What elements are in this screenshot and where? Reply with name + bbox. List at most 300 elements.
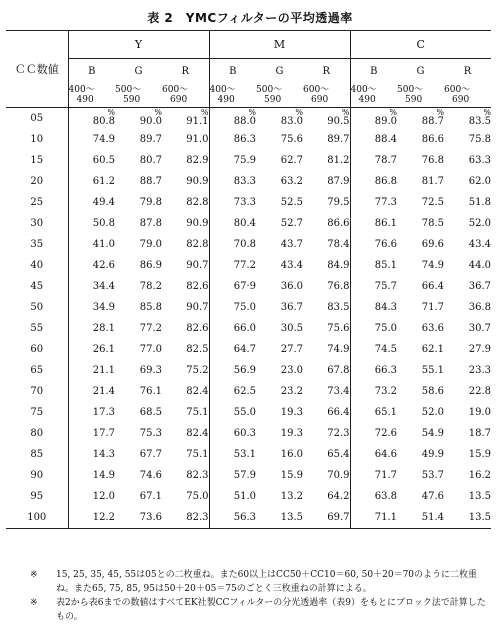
cc-value: 50 [30,302,44,313]
transmittance-cell [115,444,162,465]
transmittance-cell [350,339,397,360]
cell-value: 81.7 [421,176,444,187]
transmittance-cell [444,339,491,360]
transmittance-cell [350,150,397,171]
transmittance-cell [209,339,256,360]
cell-value: 69.3 [139,365,162,376]
transmittance-cell [68,381,115,402]
transmittance-cell [350,507,397,529]
transmittance-cell [303,507,350,529]
wavelength-range: 400～ 490 [209,83,256,108]
cell-value: 27.7 [280,344,303,355]
transmittance-cell [397,360,444,381]
percent-unit: % [248,107,256,117]
cell-value: 91.0 [186,134,209,145]
transmittance-cell [209,402,256,423]
cell-value: 21.1 [92,365,115,376]
cell-value: 30.5 [280,323,303,334]
transmittance-cell [444,255,491,276]
transmittance-cell [115,486,162,507]
cell-value: 69.6 [421,239,444,250]
transmittance-cell [303,381,350,402]
transmittance-cell [256,381,303,402]
cell-value: 82.3 [186,512,209,523]
cell-value: 52.0 [468,218,491,229]
cell-value: 53.7 [421,470,444,481]
transmittance-cell [68,255,115,276]
transmittance-cell [444,402,491,423]
cc-value: 05 [30,113,44,124]
transmittance-cell [209,465,256,486]
cell-value: 61.2 [92,176,115,187]
band-header: B [68,59,115,84]
cell-value: 13.5 [280,512,303,523]
cell-value: 51.8 [468,197,491,208]
cell-value: 65.1 [374,407,397,418]
cell-value: 75.2 [186,365,209,376]
transmittance-cell [162,507,209,529]
transmittance-cell [444,129,491,150]
transmittance-cell [209,444,256,465]
transmittance-cell [209,381,256,402]
cell-value: 74.6 [139,470,162,481]
cell-value: 82.4 [186,428,209,439]
transmittance-cell [350,129,397,150]
cell-value: 51.0 [233,491,256,502]
cell-value: 23.3 [468,365,491,376]
transmittance-cell [444,318,491,339]
cell-value: 79.5 [327,197,350,208]
transmittance-cell [68,129,115,150]
cell-value: 14.9 [92,470,115,481]
transmittance-cell [256,465,303,486]
footnote-text: 15, 25, 35, 45, 55は05との二枚重ね。また60以上はCC50＋CC10＝60, 50＋20＝70のように二枚重ね。また65, 75, 85, 95は50＋20＋05＝75のごとく三枚重ねの計算による。 [56,570,478,594]
cell-value: 75.0 [186,491,209,502]
cell-value: 56.9 [233,365,256,376]
transmittance-cell [68,234,115,255]
cell-value: 88.7 [421,115,444,127]
cell-value: 36.7 [468,281,491,292]
cell-value: 17.7 [92,428,115,439]
transmittance-cell [162,213,209,234]
cell-value: 88.7 [139,176,162,187]
group-header-y: Y [68,31,209,59]
table-row [6,192,491,213]
cc-value: 85 [30,449,44,460]
cell-value: 83.0 [280,115,303,127]
cell-value: 15.9 [468,449,491,460]
transmittance-cell [444,192,491,213]
transmittance-cell [303,234,350,255]
cell-value: 66.3 [374,365,397,376]
footnote-mark: ※ [30,570,38,580]
cell-value: 74.9 [421,260,444,271]
transmittance-cell [115,381,162,402]
table-row [6,276,491,297]
transmittance-cell [209,108,256,130]
cell-value: 84.3 [374,302,397,313]
band-header: B [350,59,397,84]
transmittance-table [6,30,491,529]
table-row [6,318,491,339]
transmittance-cell [350,192,397,213]
percent-unit: % [154,107,162,117]
cell-value: 75.9 [233,155,256,166]
transmittance-cell [256,423,303,444]
footnote-text: 表2から表6までの数値はすべてEK社製CCフィルターの分光透過率（表9）をもとにブロック法で計算したもの。 [56,598,486,622]
cell-value: 77.0 [139,344,162,355]
cell-value: 30.7 [468,323,491,334]
transmittance-cell [162,423,209,444]
wavelength-range: 600～ 690 [162,83,209,108]
cell-value: 49.9 [421,449,444,460]
transmittance-cell [350,318,397,339]
cell-value: 74.5 [374,344,397,355]
cell-value: 87.8 [139,218,162,229]
cell-value: 70.8 [233,239,256,250]
transmittance-cell [209,150,256,171]
percent-unit: % [295,107,303,117]
transmittance-cell [256,276,303,297]
transmittance-cell [256,507,303,529]
cell-value: 62.5 [233,386,256,397]
transmittance-cell [68,276,115,297]
cell-value: 69.7 [327,512,350,523]
transmittance-cell [209,297,256,318]
transmittance-cell [397,444,444,465]
group-header-m: M [209,31,350,59]
cell-value: 86.9 [139,260,162,271]
cell-value: 75.1 [186,449,209,460]
table-row [6,360,491,381]
transmittance-cell [397,129,444,150]
transmittance-cell [256,108,303,130]
transmittance-cell [68,339,115,360]
table-row [6,381,491,402]
cell-value: 90.0 [139,115,162,127]
footnote [30,596,490,624]
cell-value: 23.0 [280,365,303,376]
transmittance-cell [350,381,397,402]
cell-value: 91.1 [186,115,209,127]
transmittance-cell [115,192,162,213]
transmittance-cell [444,276,491,297]
transmittance-cell [162,486,209,507]
cc-value-header: ＣＣ数値 [6,31,68,108]
cc-value: 15 [30,155,44,166]
cell-value: 86.8 [374,176,397,187]
cell-value: 75.1 [186,407,209,418]
transmittance-cell [397,339,444,360]
cell-value: 13.5 [468,491,491,502]
transmittance-cell [68,150,115,171]
cell-value: 34.9 [92,302,115,313]
cell-value: 66.4 [421,281,444,292]
cell-value: 43.4 [280,260,303,271]
transmittance-cell [397,171,444,192]
transmittance-cell [303,150,350,171]
transmittance-cell [209,255,256,276]
cell-value: 14.3 [92,449,115,460]
transmittance-cell [115,150,162,171]
cell-value: 75.0 [374,323,397,334]
cell-value: 72.5 [421,197,444,208]
band-header: B [209,59,256,84]
cell-value: 72.3 [327,428,350,439]
transmittance-cell [256,318,303,339]
transmittance-cell [350,276,397,297]
cell-value: 80.8 [92,115,115,127]
cell-value: 42.6 [92,260,115,271]
transmittance-cell [162,402,209,423]
cell-value: 87.9 [327,176,350,187]
footnote [30,568,490,596]
transmittance-cell [303,192,350,213]
cell-value: 63.3 [468,155,491,166]
cell-value: 66.4 [327,407,350,418]
cc-value: 60 [30,344,44,355]
table-row [6,507,491,529]
percent-unit: % [389,107,397,117]
transmittance-cell [68,444,115,465]
cc-value: 25 [30,197,44,208]
cell-value: 63.6 [421,323,444,334]
cell-value: 72.6 [374,428,397,439]
cell-value: 19.0 [468,407,491,418]
cell-value: 13.2 [280,491,303,502]
band-header: G [275,65,284,77]
transmittance-cell [303,339,350,360]
cell-value: 21.4 [92,386,115,397]
transmittance-cell [256,171,303,192]
wavelength-range: 400～ 490 [350,83,397,108]
transmittance-cell [303,108,350,130]
table-row [6,150,491,171]
percent-unit: % [107,107,115,117]
cell-value: 64.6 [374,449,397,460]
cell-value: 67.7 [139,449,162,460]
transmittance-cell [397,507,444,529]
transmittance-cell [115,234,162,255]
transmittance-cell [209,486,256,507]
transmittance-cell [256,150,303,171]
cell-value: 75.6 [327,323,350,334]
transmittance-cell [256,444,303,465]
transmittance-cell [397,423,444,444]
cell-value: 73.4 [327,386,350,397]
transmittance-cell [68,507,115,529]
transmittance-cell [209,360,256,381]
cell-value: 18.7 [468,428,491,439]
transmittance-cell [162,381,209,402]
cell-value: 15.9 [280,470,303,481]
transmittance-cell [209,318,256,339]
transmittance-cell [303,360,350,381]
transmittance-cell [256,360,303,381]
group-header-c: C [350,31,491,59]
footnote-mark: ※ [30,598,38,608]
transmittance-cell [350,171,397,192]
table-title: 表 2 YMCフィルターの平均透過率 [147,11,353,25]
cell-value: 79.8 [139,197,162,208]
transmittance-cell [397,108,444,130]
cell-value: 83.5 [468,115,491,127]
cell-value: 90.7 [186,260,209,271]
transmittance-cell [115,402,162,423]
cell-value: 75.7 [374,281,397,292]
transmittance-cell [162,129,209,150]
table-row [6,465,491,486]
cc-value: 65 [30,365,44,376]
transmittance-cell [162,444,209,465]
transmittance-cell [444,360,491,381]
cell-value: 19.3 [280,428,303,439]
cell-value: 44.0 [468,260,491,271]
cell-value: 88.4 [374,134,397,145]
cell-value: 54.9 [421,428,444,439]
cell-value: 36.0 [280,281,303,292]
cell-value: 71.7 [374,470,397,481]
cell-value: 64.2 [327,491,350,502]
transmittance-cell [256,234,303,255]
transmittance-cell [303,465,350,486]
cell-value: 13.5 [468,512,491,523]
table-row [6,213,491,234]
transmittance-cell [397,402,444,423]
transmittance-cell [397,486,444,507]
transmittance-cell [115,318,162,339]
transmittance-cell [162,171,209,192]
transmittance-cell [397,255,444,276]
wavelength-range: 500～ 590 [115,83,162,108]
percent-unit: % [341,107,350,117]
cc-value: 100 [6,507,68,529]
transmittance-cell [303,297,350,318]
cc-value: 80 [30,428,44,439]
cell-value: 73.6 [139,512,162,523]
cell-value: 90.7 [186,302,209,313]
cell-value: 58.6 [421,386,444,397]
cell-value: 57.9 [233,470,256,481]
cell-value: 82.6 [186,323,209,334]
cell-value: 75.8 [468,134,491,145]
transmittance-cell [162,150,209,171]
transmittance-cell [68,213,115,234]
table-row [6,339,491,360]
cell-value: 82.6 [186,281,209,292]
cell-value: 82.3 [186,470,209,481]
transmittance-cell [115,255,162,276]
transmittance-cell [444,465,491,486]
cell-value: 76.1 [139,386,162,397]
transmittance-cell [350,255,397,276]
cell-value: 74.9 [327,344,350,355]
cc-value: 45 [30,281,44,292]
transmittance-cell [444,234,491,255]
transmittance-cell [115,423,162,444]
table-row [6,171,491,192]
cell-value: 16.2 [468,470,491,481]
cell-value: 63.8 [374,491,397,502]
transmittance-cell [115,465,162,486]
cell-value: 12.0 [92,491,115,502]
cell-value: 71.7 [421,302,444,313]
transmittance-cell [68,318,115,339]
band-header: R [322,65,331,77]
cc-value: 30 [30,218,44,229]
transmittance-cell [256,402,303,423]
transmittance-cell [68,486,115,507]
transmittance-cell [209,129,256,150]
transmittance-cell [303,276,350,297]
cell-value: 62.1 [421,344,444,355]
cell-value: 67.8 [327,365,350,376]
cell-value: 56.3 [233,512,256,523]
cell-value: 86.6 [421,134,444,145]
transmittance-cell [209,234,256,255]
transmittance-cell [162,297,209,318]
cell-value: 77.2 [233,260,256,271]
table-body [6,108,491,529]
transmittance-cell [256,213,303,234]
percent-unit: % [436,107,444,117]
cell-value: 90.9 [186,218,209,229]
transmittance-cell [397,318,444,339]
cc-value: 95 [30,491,44,502]
cell-value: 67·9 [233,281,256,292]
transmittance-cell [68,402,115,423]
cell-value: 89.7 [327,134,350,145]
cell-value: 36.7 [280,302,303,313]
transmittance-cell [209,276,256,297]
cell-value: 75.3 [139,428,162,439]
transmittance-cell [350,234,397,255]
transmittance-cell [115,213,162,234]
table-row [6,129,491,150]
cell-value: 78.2 [139,281,162,292]
transmittance-cell [444,171,491,192]
cell-value: 76.8 [327,281,350,292]
wavelength-range: 600～ 690 [444,83,491,108]
transmittance-cell [256,129,303,150]
transmittance-cell [444,423,491,444]
cell-value: 70.9 [327,470,350,481]
transmittance-cell [162,108,209,130]
cell-value: 77.2 [139,323,162,334]
transmittance-cell [350,297,397,318]
cc-value: 75 [30,407,44,418]
transmittance-cell [397,381,444,402]
transmittance-cell [209,192,256,213]
cell-value: 85.8 [139,302,162,313]
cell-value: 73.3 [233,197,256,208]
cc-value: 70 [30,386,44,397]
cell-value: 50.8 [92,218,115,229]
table-row [6,402,491,423]
transmittance-cell [303,213,350,234]
cc-value: 10 [30,134,44,145]
transmittance-cell [68,171,115,192]
cell-value: 43.4 [468,239,491,250]
cell-value: 86.1 [374,218,397,229]
cell-value: 73.2 [374,386,397,397]
transmittance-cell [115,276,162,297]
cell-value: 83.5 [327,302,350,313]
transmittance-cell [256,486,303,507]
cell-value: 76.8 [421,155,444,166]
band-header: G [134,65,143,77]
cell-value: 88.0 [233,115,256,127]
